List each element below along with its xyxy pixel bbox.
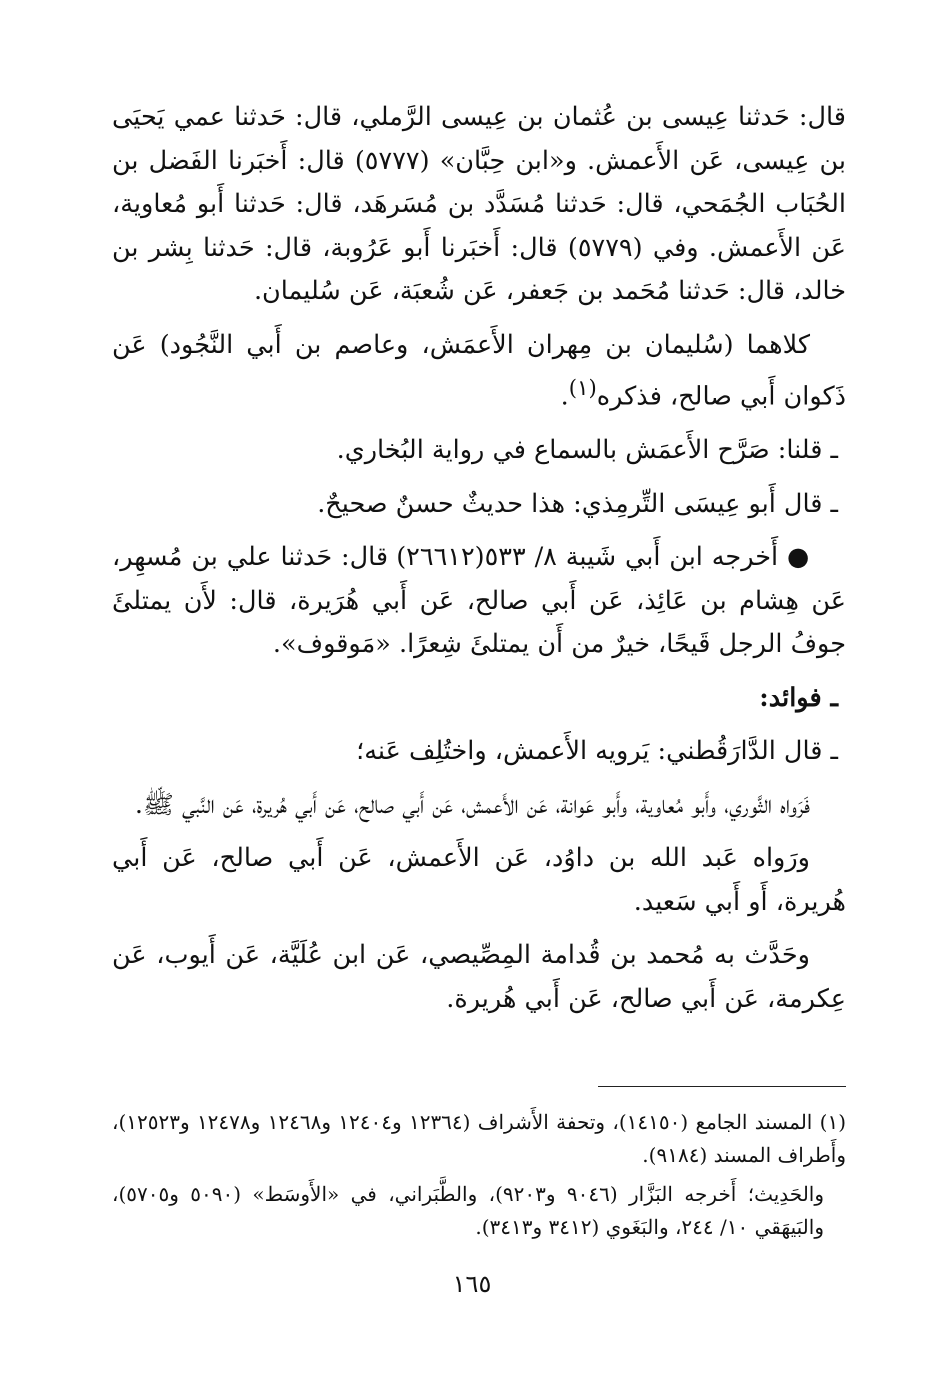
main-text — [112, 96, 846, 1031]
paragraph-end: . — [560, 381, 569, 412]
paragraph-isnad: قال: حَدثنا عِيسى بن عُثمان بن عِيسى الرَّملي، قال: حَدثنا عمي يَحيَى بن عِيسى، عَن الأَعمش. و«ابن حِبَّان» (٥٧٧٧) قال: أَخبَرنا الفَضل بن الحُبَاب الجُمَحي، قال: حَدثنا مُسَدَّد بن مُسَرهَد، قال: حَدثنا أَبو مُعاوية، عَن الأَعمش. وفي (٥٧٧٩) قال: أَخبَرنا أَبو عَرُوبة، قال: حَدثنا بِشر بن خالد، قال: حَدثنا مُحَمد بن جَعفر، عَن شُعبَة، عَن سُليمان. — [112, 102, 846, 306]
footnotes — [112, 1106, 846, 1250]
bullet-icon: ● — [786, 542, 810, 572]
footnote-marker: (١) — [819, 1110, 847, 1134]
note-tirmidhi: ـ قال أَبو عِيسَى التِّرمِذي: هذا حديثٌ حسنٌ صحيحٌ. — [317, 488, 838, 519]
footnote-text: المسند الجامع (١٤١٥٠)، وتحفة الأَشراف (١٢٣٦٤ و١٢٤٠٤ و١٢٤٦٨ و١٢٤٧٨ و١٢٥٢٣)، وأَطراف المسند (٩١٨٤). — [112, 1110, 846, 1167]
paragraph-text: كلاهما (سُليمان بن مِهران الأَعمَش، وعاصم بن أَبي النَّجُود) عَن ذَكوان أَبي صالح، فذكره — [112, 329, 846, 412]
footnote-1 — [112, 1106, 846, 1172]
page-number: ١٦٥ — [452, 1270, 492, 1298]
footnote-hadith-sources: والحَدِيث؛ أَخرجه البَزَّار (٩٠٤٦ و٩٢٠٣)، والطَّبَراني، في «الأَوسَط» (٥٠٩٠ و٥٧٠٥)، والبَيهَقي ١٠/ ٢٤٤، والبَغَوي (٣٤١٢ و٣٤١٣). — [112, 1182, 825, 1239]
paragraph-ibn-abi-shayba — [112, 536, 846, 667]
paragraph-text: أَخرجه ابن أَبي شَيبة ٨/ ٥٣٣(٢٦٦١٢) قال: حَدثنا علي بن مُسهِر، عَن هِشام بن عَائِذ، عَن أَبي صالح، عَن أَبي هُرَيرة، قال: لأَن يمتلئَ جوفُ الرجل قَيحًا، خيرٌ من أَن يمتلئَ شِعرًا. «مَوقوف». — [112, 542, 846, 659]
paragraph-thawri: فَرَواه الثَّوري، وأَبو مُعاوية، وأَبو عَوانة، عَن الأَعمش، عَن أَبي صالح، عَن أَبي هُريرة، عَن النَّبي ﷺ. — [134, 789, 810, 820]
paragraph-muhammad-qudama: وحَدَّث به مُحمد بن قُدامة المِصِّيصي، عَن ابن عُلَيَّة، عَن أَيوب، عَن عِكرمة، عَن أَبي صالح، عَن أَبي هُريرة. — [112, 940, 846, 1014]
footnote-reference: (١) — [568, 376, 597, 401]
paragraph-both-narrators — [112, 324, 846, 420]
paragraph-abdullah-dawud: ورَواه عَبد الله بن داوُد، عَن الأَعمش، عَن أَبي صالح، عَن أَبي هُريرة، أَو أَبي سَعيد. — [112, 843, 846, 917]
note-daraqutni: ـ قال الدَّارَقُطني: يَرويه الأَعمش، واختُلِف عَنه؛ — [356, 736, 838, 766]
note-bukhari: ـ قلنا: صَرَّح الأَعمَش بالسماع في رواية البُخاري. — [336, 435, 838, 465]
footnote-divider — [598, 1086, 846, 1087]
fawaid-heading: ـ فوائد: — [759, 682, 838, 713]
